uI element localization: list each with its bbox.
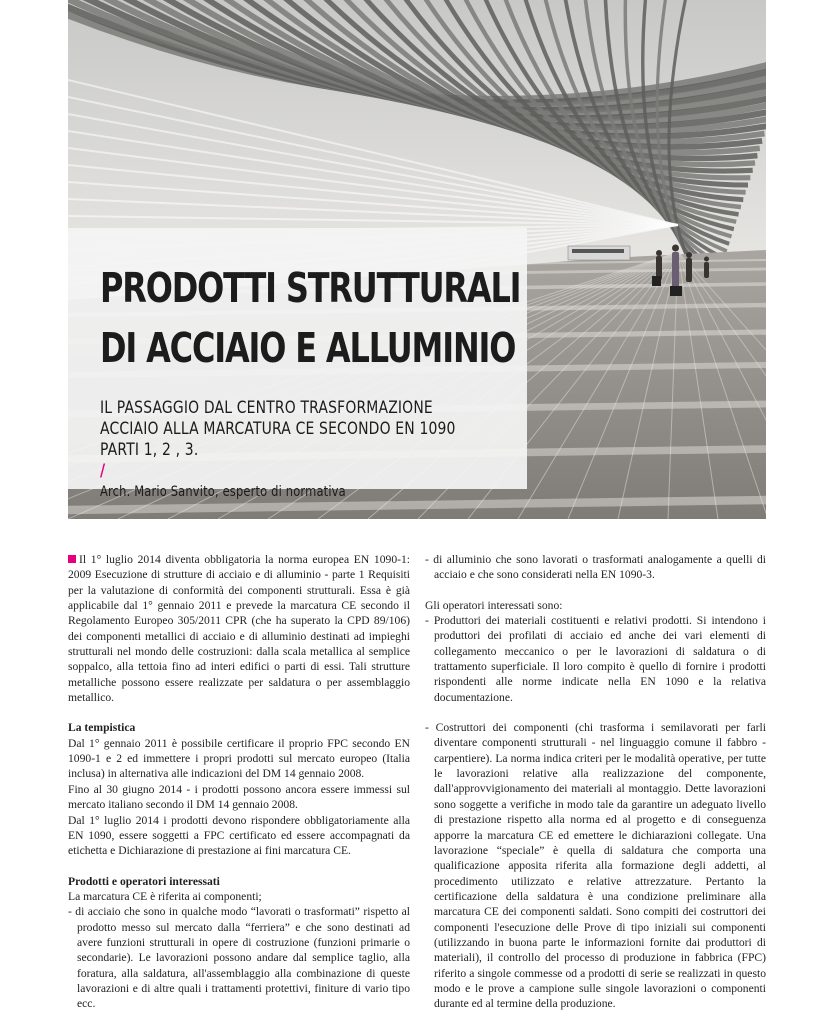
train-silhouette [568, 246, 630, 260]
subtitle-parts: PARTI 1, 2 , 3. [100, 440, 199, 460]
intro-paragraph [68, 552, 410, 705]
list-item: - Costruttori dei componenti (chi trasforma i semilavorati per farli diventare componenti strutturali - nel linguaggio comune il fabbro - carpentiere). La norma indica criteri per le modalità operative, per tutte le lavorazioni relative alla realizzazione del componente, dall'approvvigionamento dei materiali al montaggio. Dette lavorazioni sono soggette a verifiche in modo tale da garantire un adeguato livello di prestazione rispetto alla norma ed al progetto e di conseguenza apporre la marcatura CE ed emettere le dichiarazioni collegate. Una lavorazione “speciale” è quella di saldatura che comporta una qualificazione apposita riferita alla formazione degli addetti, al procedimento utilizzato e relative attrezzature. Pertanto la certificazione della saldatura è una condizione preliminare alla marcatura CE dei componenti saldati. Sono compiti dei costruttori dei componenti l'esecuzione delle Prove di tipo iniziali sui componenti (utilizzando in buona parte le informazioni fornite dai produttori di materiali), il controllo del processo di produzione in fabbrica (FPC) riferito a singole commesse od a prodotti di serie se realizzati in questo modo e le prove a campione sulle singole lavorazioni o componenti durante ed al termine della produzione. [425, 721, 766, 1011]
subtitle-line-1: IL PASSAGGIO DAL CENTRO TRASFORMAZIONE [100, 398, 433, 418]
intro-text: Il 1° luglio 2014 diventa obbligatoria la norma europea EN 1090-1: 2009 Esecuzione di strutture di acciaio e di alluminio - parte 1 Requisiti per la valutazione di conformità dei componenti strutturali. Essa è già applicabile dal 1° gennaio 2011 e prevede la marcatura CE secondo il Regolamento Europeo 305/2011 CPR (che ha superato la CPD 89/106) dei componenti metallici di acciaio e di alluminio destinati ad impieghi strutturali nel mondo delle costruzioni: dalla scala metallica al semplice soppalco, alla tettoia fino ad interi edifici o parti di essi. Tali strutture metalliche possono essere realizzate per saldatura o per assemblaggio metallico. [68, 553, 410, 705]
subtitle-line-2: ACCIAIO ALLA MARCATURA CE SECONDO EN 1090 [100, 419, 456, 439]
article-subtitle [100, 398, 456, 503]
title-box [68, 228, 527, 500]
subtitle-line-3 [100, 440, 456, 503]
paragraph: La marcatura CE è riferita ai componenti; [68, 889, 262, 903]
section-heading-prodotti: Prodotti e operatori interessati [68, 874, 220, 888]
author-byline: Arch. Mario Sanvito, esperto di normativa [100, 484, 346, 500]
section-heading-tempistica: La tempistica [68, 721, 136, 735]
list-item: - di alluminio che sono lavorati o trasformati analogamente a quelli di acciaio e che sono considerati nella EN 1090-3. [425, 553, 766, 582]
column-left [68, 552, 410, 1012]
title-line-2: DI ACCIAIO E ALLUMINIO [100, 324, 516, 372]
article-title [100, 258, 520, 378]
paragraph: Fino al 30 giugno 2014 - i prodotti possono ancora essere immessi sul mercato italiano secondo il DM 14 gennaio 2008. [68, 782, 410, 812]
paragraph: Dal 1° luglio 2014 i prodotti devono rispondere obbligatoriamente alla EN 1090, essere soggetti a FPC certificato ed essere accompagnati da etichetta e Dichiarazione di prestazione ai fini marcatura CE. [68, 813, 410, 858]
accent-square-icon [68, 555, 76, 563]
paragraph: Gli operatori interessati sono: [425, 598, 563, 612]
list-item: - Produttori dei materiali costituenti e relativi prodotti. Si intendono i produttori dei profilati di acciaio ed anche dei vari elementi di collegamento meccanico o per le lavorazioni di saldatura o di trattamento superficiale. Il loro compito è quello di fornire i prodotti rispondenti alle norme indicate nella EN 1090 e la relativa documentazione. [425, 614, 766, 704]
paragraph: Dal 1° gennaio 2011 è possibile certificare il proprio FPC secondo EN 1090-1 e 2 ed immettere i propri prodotti sul mercato europeo (Italia inclusa) in alternativa alle indicazioni del DM 14 gennaio 2008. [68, 736, 410, 781]
column-right [425, 552, 766, 1012]
list-item: - di acciaio che sono in qualche modo “lavorati o trasformati” rispetto al prodotto messo sul mercato dalla “ferriera” e che sono destinati ad avere funzioni strutturali in opere di costruzione (funzioni primarie o secondarie). Le lavorazioni possono andare dal semplice taglio, alla foratura, alla saldatura, all'assemblaggio alla combinazione di queste lavorazioni e di altre quali i trattamenti protettivi, finiture di vario tipo ecc. [68, 905, 410, 1011]
separator-slash: / [100, 461, 106, 481]
title-line-1: PRODOTTI STRUTTURALI [100, 264, 521, 312]
